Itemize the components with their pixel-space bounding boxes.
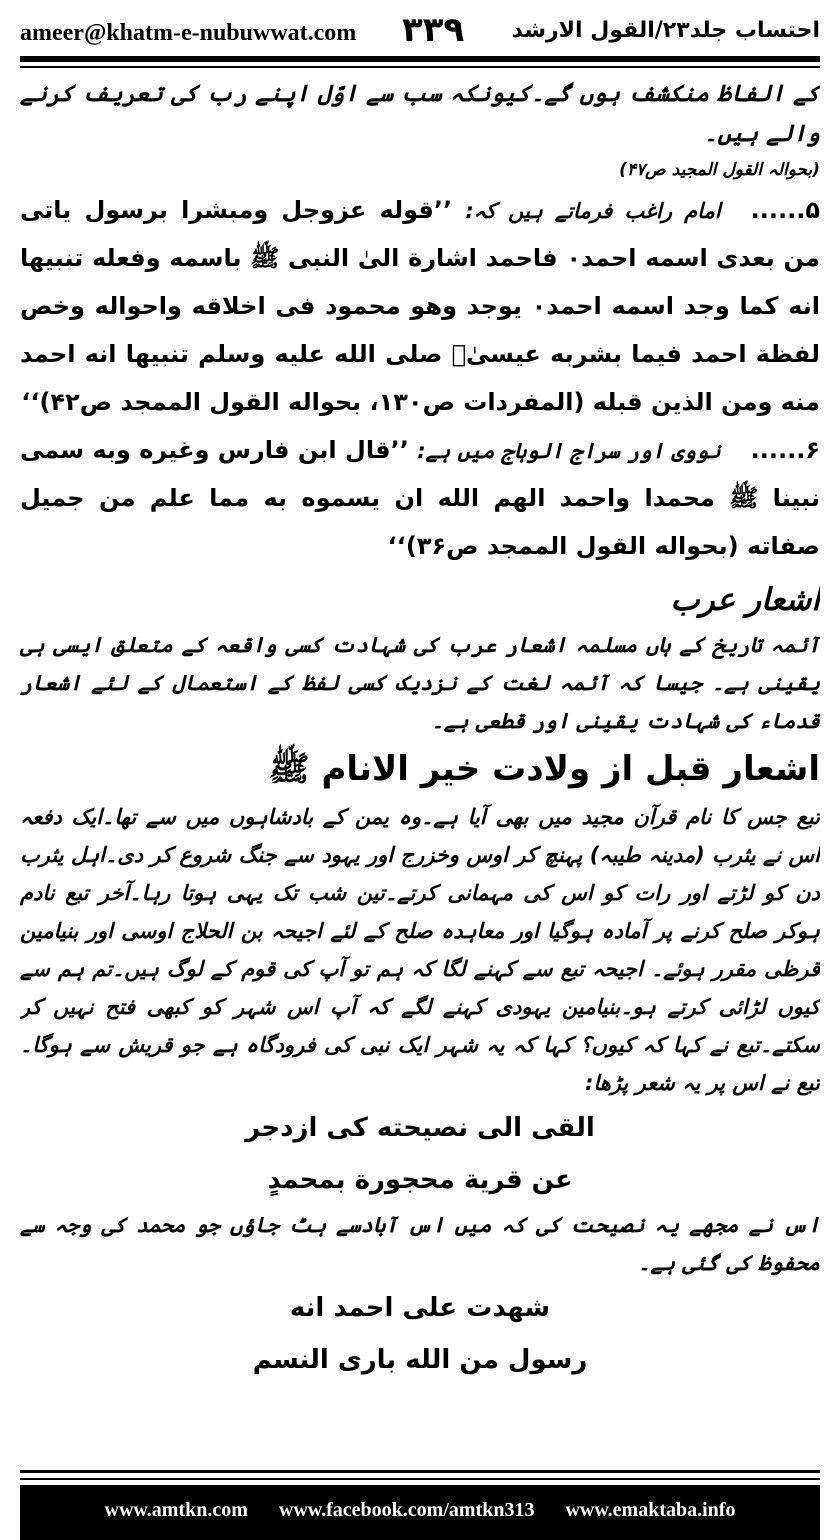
verse-1-line-a: القی الی نصیحته کی ازدجر — [245, 1113, 595, 1143]
footer-bar — [20, 1485, 820, 1540]
footer-link-amtkn[interactable]: www.amtkn.com — [104, 1499, 248, 1521]
translation-1: اس نے مجھے یہ نصیحت کی کہ میں اس آبادسے ہٹ جاؤں جو محمد کی وجہ سے محفوظ کی گئی ہے۔ — [20, 1213, 820, 1275]
heading-ashar-qabl: اشعار قبل از ولادت خیر الانام ﷺ — [268, 749, 820, 789]
paragraph-ashar: آئمہ تاریخ کے ہاں مسلمہ اشعار عرب کی شہادت کسی واقعہ کے متعلق ایسی ہی یقینی ہے۔ جیسا کہ آئمہ لغت کے نزدیک کسی لفظ کے استعمال کے لئے اشعار قدماء کی شہادت یقینی اور قطعی ہے۔ — [20, 633, 820, 733]
item-6 — [20, 426, 820, 570]
header-email[interactable]: ameer@khatm-e-nubuwwat.com — [20, 20, 357, 46]
verse-1-line-b: عن قریة محجورة بمحمدٍ — [267, 1165, 573, 1195]
header-rule-thick — [20, 56, 820, 62]
item-5-arabic-quote: ’’قوله عزوجل ومبشرا برسول یاتی من بعدی اسمه احمد۰ فاحمد اشارة الیٰ النبی ﷺ باسمه وفعله تنبیها انه کما وجد اسمه احمد۰ یوجد وهو محمود فی اخلاقه واحواله وخص لفظة احمد فیما بشربه عیسیٰؑ صلی الله علیه وسلم تنبیها انه احمد منه ومن الذین قبله (المفردات ص۱۳۰، بحواله القول الممجد ص۴۲)‘‘ — [20, 196, 820, 416]
text-line-1: کے الفاظ منکشف ہوں گے۔کیونکہ سب سے اوّل اپنے رب کی تعریف کرنے والے ہیں۔ — [20, 81, 820, 147]
item-6-lead: نووی اور سراج الوہاج میں ہے: — [417, 439, 721, 463]
page-header — [20, 10, 820, 50]
footer-rule-thick — [20, 1470, 820, 1473]
page-body — [20, 74, 820, 1459]
item-5-lead: امام راغب فرماتے ہیں کہ: — [465, 199, 721, 223]
footer-link-emaktaba[interactable]: www.emaktaba.info — [565, 1499, 736, 1521]
item-5 — [20, 186, 820, 426]
page-number: ۳۳۹ — [402, 10, 465, 50]
item-5-number: ۵...... — [750, 196, 820, 224]
verse-2-line-b: رسول من الله باری النسم — [252, 1345, 588, 1375]
item-6-number: ۶...... — [750, 436, 820, 464]
book-title: احتساب جلد۲۳/القول الارشد — [511, 18, 820, 43]
item-6-arabic-quote: ’’قال ابن فارس وغیره وبه سمی نبینا ﷺ محمدا واحمد الهم الله ان یسموه به مما علم من جمیل صفاته (بحواله القول الممجد ص۳۶)‘‘ — [20, 436, 820, 560]
paragraph-tubba: تبع جس کا نام قرآن مجید میں بھی آیا ہے۔وہ یمن کے بادشاہوں میں سے تھا۔ایک دفعہ اس نے یثرب (مدینہ طیبہ) پہنچ کر اوس وخزرج اور یہود سے جنگ شروع کر دی۔اہل یثرب دن کو لڑتے اور رات کو اس کی مہمانی کرتے۔تین شب تک یہی ہوتا رہا۔آخر تبع نادم ہوکر صلح کرنے پر آمادہ ہوگیا اور معاہدہ صلح کے لئے اجیحہ بن الحلاج اوسی اور بنیامین قرظی مقرر ہوئے۔ اجیحہ تبع سے کہنے لگا کہ ہم تو آپ کی قوم کے لوگ ہیں۔تم ہم سے کیوں لڑائی کرتے ہو۔بنیامین یہودی کہنے لگے کہ آپ اس شہر کو کبھی فتح نہیں کر سکتے۔تبع نے کہا کہ کیوں؟ کہا کہ یہ شہر ایک نبی کی فرودگاہ ہے جو قریش سے ہوگا۔تبع نے اس پر یہ شعر پڑھا: — [20, 805, 820, 1095]
verse-2-line-a: شهدت علی احمد انه — [289, 1293, 551, 1323]
heading-ashar-arab: اشعار عرب — [670, 582, 820, 618]
header-rule-thin — [20, 66, 820, 68]
reference-1: (بحوالہ القول المجید ص۴۷) — [619, 160, 820, 180]
footer-rule-thin — [20, 1478, 820, 1480]
footer-link-facebook[interactable]: www.facebook.com/amtkn313 — [278, 1499, 535, 1521]
